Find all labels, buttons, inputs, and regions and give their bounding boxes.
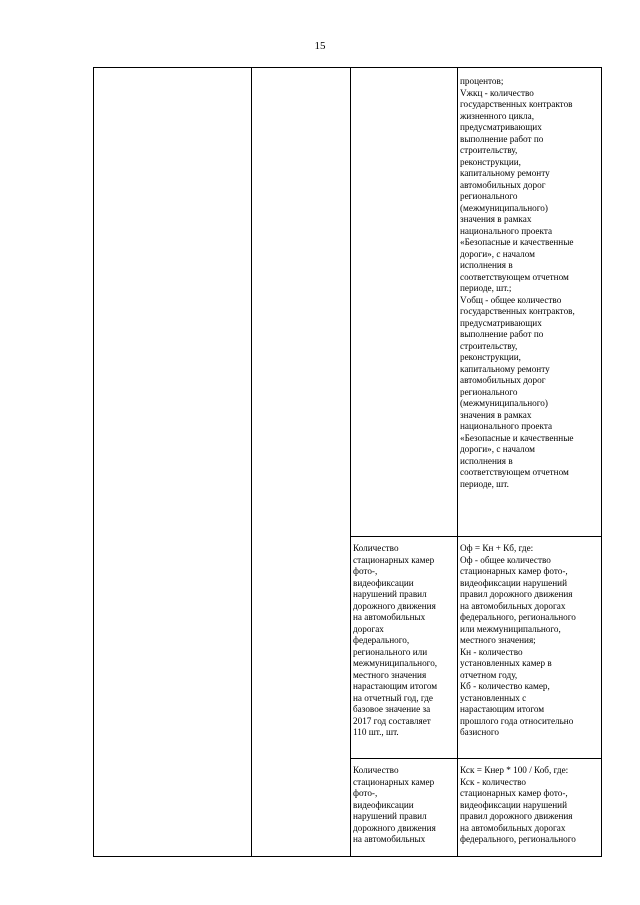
row3-formula-cell: Кск = Кнер * 100 / Коб, где: Кск - количество стационарных камер фото-, видеофиксации нарушений правил дорожного движения на автомобильных дорогах федерального, регионального [460,765,576,844]
row-divider-2 [350,758,601,759]
row-divider-1 [350,536,601,537]
indicator-table [93,67,602,857]
row1-formula-cell: процентов; Vжкц - количество государственных контрактов жизненного цикла, предусматривающих выполнение работ по строительству, реконструкции, капитальному ремонту автомобильных дорог регионального (межмуниципального) значения в рамках национального проекта «Безопасные и качественные дороги», с началом исполнения в соответствующем отчетном периоде, шт.; Vобщ - общее количество государственных контрактов, предусматривающих выполнение работ по строительству, реконструкции, капитальному ремонту автомобильных дорог регионального (межмуниципального) значения в рамках национального проекта «Безопасные и качественные дороги», с началом исполнения в соответствующем отчетном периоде, шт. [460,76,575,489]
column-divider-2 [350,68,351,856]
row2-indicator-cell: Количество стационарных камер фото-, видеофиксации нарушений правил дорожного движения на автомобильных дорогах федерального, регионального или межмуниципального, местного значения нарастающим итогом на отчетный год, где базовое значение за 2017 год составляет 110 шт., шт. [353,543,438,737]
column-divider-3 [457,68,458,856]
row3-indicator-cell: Количество стационарных камер фото-, видеофиксации нарушений правил дорожного движения на автомобильных [353,765,436,844]
row2-formula-cell: Оф = Кн + Кб, где: Оф - общее количество стационарных камер фото-, видеофиксации нарушений правил дорожного движения на автомобильных дорогах федерального, регионального или межмуниципального, местного значения; Кн - количество установленных камер в отчетном году, Кб - количество камер, установленных с нарастающим итогом прошлого года относительно базисного [460,543,576,737]
column-divider-1 [251,68,252,856]
page-number: 15 [314,40,326,52]
